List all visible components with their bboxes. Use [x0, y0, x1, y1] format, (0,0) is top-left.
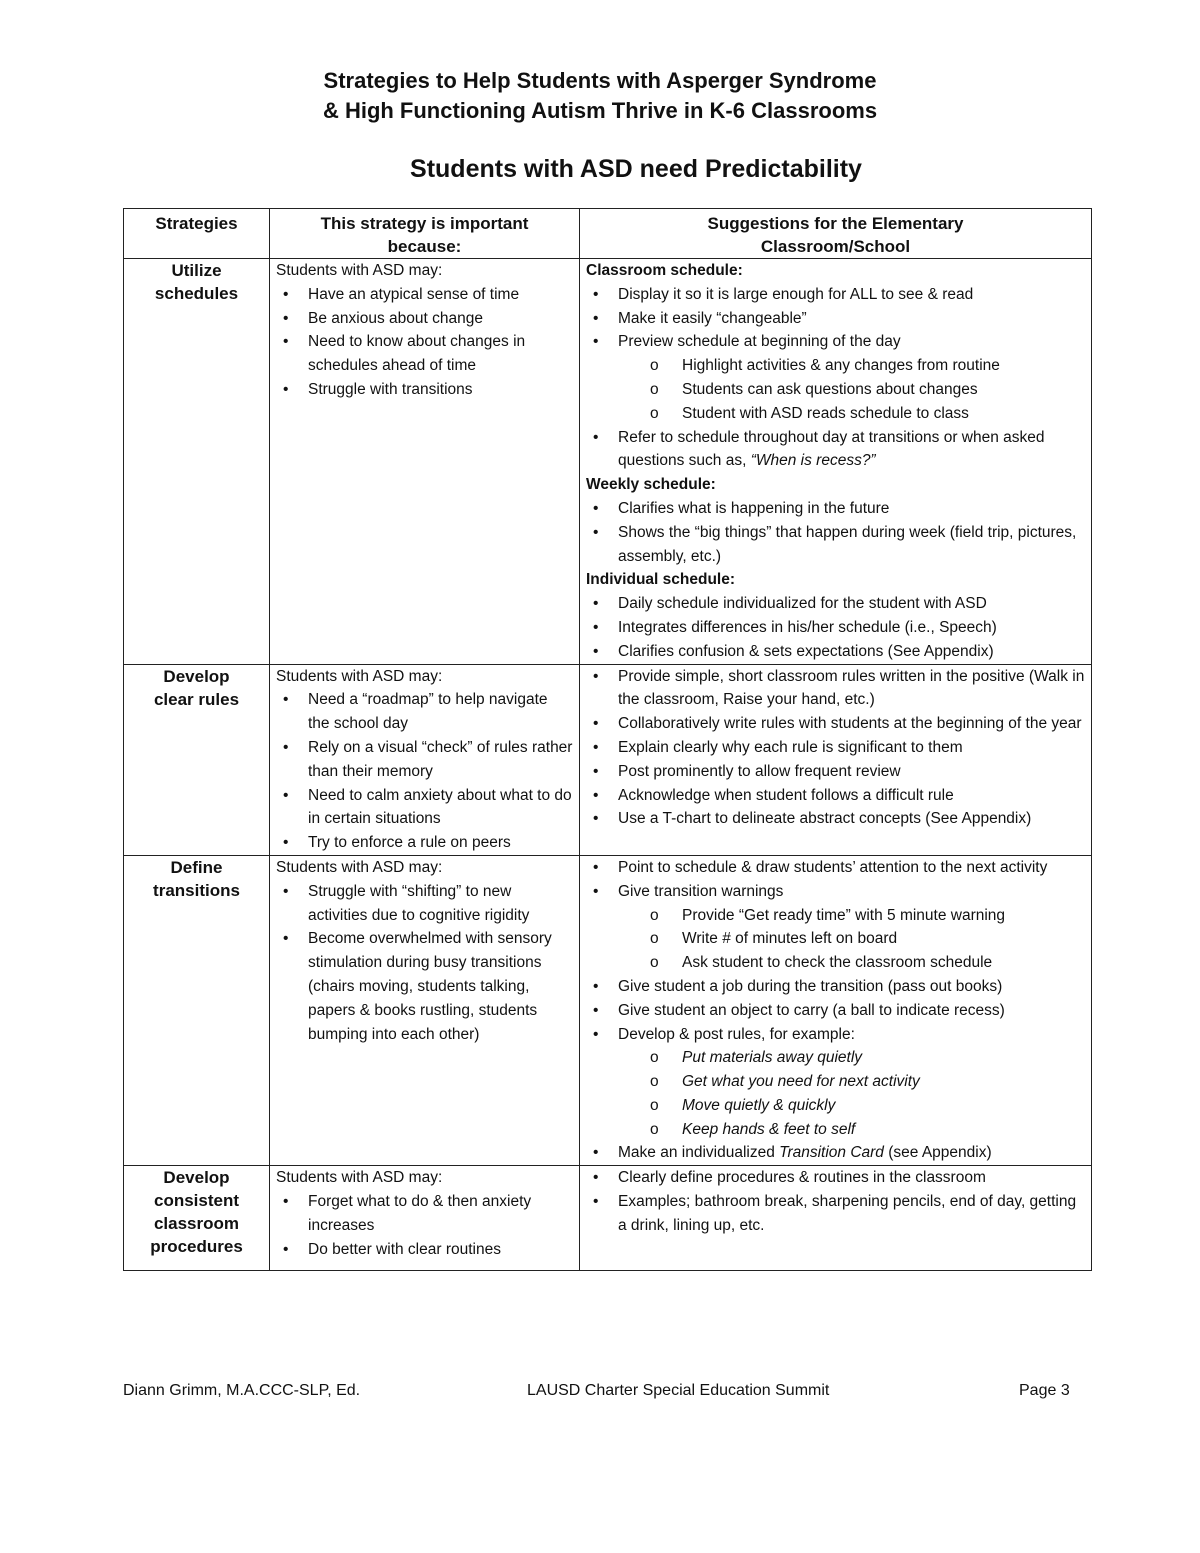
list-item: • Struggle with “shifting” to new activities due to cognitive rigidity [276, 880, 573, 928]
header-strategies: Strategies [124, 209, 270, 259]
sub-list-item: o Put materials away quietly [586, 1046, 1085, 1070]
footer-page-number: Page 3 [1019, 1382, 1070, 1399]
list-item: • Provide simple, short classroom rules written in the positive (Walk in the classroom, Raise your hand, etc.) [586, 665, 1085, 713]
table-row [124, 855, 1092, 1165]
list-item: • Explain clearly why each rule is significant to them [586, 736, 1085, 760]
subheading: Individual schedule: [586, 571, 735, 589]
list-item: • Display it so it is large enough for ALL to see & read [586, 283, 1085, 307]
list-item: • Integrates differences in his/her schedule (i.e., Speech) [586, 616, 1085, 640]
list-item: • Acknowledge when student follows a difficult rule [586, 784, 1085, 808]
list-item: • Shows the “big things” that happen during week (field trip, pictures, assembly, etc.) [586, 521, 1085, 569]
table-header-row [124, 209, 1092, 259]
strategy-cell: Define transitions [124, 855, 270, 1165]
sub-list-item: o Provide “Get ready time” with 5 minute warning [586, 904, 1085, 928]
list-item: • Make an individualized Transition Card (see Appendix) [586, 1141, 1085, 1165]
header-suggestions: Suggestions for the Elementary Classroom/School [580, 209, 1092, 259]
list-item: • Have an atypical sense of time [276, 283, 573, 307]
strategies-table [123, 208, 1092, 1271]
title-line-1: Strategies to Help Students with Asperger Syndrome [323, 68, 877, 93]
reason-cell: Students with ASD may: • Forget what to do & then anxiety increases • Do better with clear routines [270, 1166, 580, 1271]
list-item: • Daily schedule individualized for the student with ASD [586, 592, 1085, 616]
footer-event: LAUSD Charter Special Education Summit [527, 1382, 830, 1399]
table-row [124, 664, 1092, 855]
sub-list-item: o Move quietly & quickly [586, 1094, 1085, 1118]
list-item: • Be anxious about change [276, 307, 573, 331]
suggestion-cell [580, 259, 1092, 665]
list-item: • Forget what to do & then anxiety increases [276, 1190, 573, 1238]
list-item: • Point to schedule & draw students’ attention to the next activity [586, 856, 1085, 880]
suggestion-cell [580, 855, 1092, 1165]
subheading: Classroom schedule: [586, 262, 743, 279]
reason-cell: Students with ASD may: • Need a “roadmap” to help navigate the school day • Rely on a visual “check” of rules rather than their memory • Need to calm anxiety about what to do in certain situations • Try to enforce a rule on peers [270, 664, 580, 855]
strategy-cell: Develop clear rules [124, 664, 270, 855]
strategy-cell: Utilize schedules [124, 259, 270, 665]
sub-list-item: o Student with ASD reads schedule to class [586, 402, 1085, 426]
list-item: • Need to calm anxiety about what to do in certain situations [276, 784, 573, 832]
list-item: • Make it easily “changeable” [586, 307, 1085, 331]
list-item: • Clearly define procedures & routines in the classroom [586, 1166, 1085, 1190]
list-item: • Clarifies confusion & sets expectations (See Appendix) [586, 640, 1085, 664]
sub-list-item: o Get what you need for next activity [586, 1070, 1085, 1094]
list-item: • Examples; bathroom break, sharpening pencils, end of day, getting a drink, lining up, etc. [586, 1190, 1085, 1238]
table-row [124, 259, 1092, 665]
section-subtitle: Students with ASD need Predictability [410, 155, 862, 183]
list-item: • Clarifies what is happening in the future [586, 497, 1085, 521]
list-item: • Need a “roadmap” to help navigate the school day [276, 688, 573, 736]
reason-cell: Students with ASD may: • Struggle with “shifting” to new activities due to cognitive rigidity • Become overwhelmed with sensory stimulation during busy transitions (chairs moving, students talking, papers & books rustling, students bumping into each other) [270, 855, 580, 1165]
list-item: • Rely on a visual “check” of rules rather than their memory [276, 736, 573, 784]
sub-list-item: o Write # of minutes left on board [586, 927, 1085, 951]
suggestion-cell [580, 1166, 1092, 1271]
list-item: • Give transition warnings [586, 880, 1085, 904]
title-line-2: & High Functioning Autism Thrive in K-6 Classrooms [322, 98, 878, 123]
list-item: • Give student a job during the transition (pass out books) [586, 975, 1085, 999]
header-important: This strategy is important because: [270, 209, 580, 259]
suggestion-cell [580, 664, 1092, 855]
list-item: • Post prominently to allow frequent review [586, 760, 1085, 784]
sub-list-item: o Keep hands & feet to self [586, 1118, 1085, 1142]
list-item: • Do better with clear routines [276, 1238, 573, 1262]
list-item: • Refer to schedule throughout day at transitions or when asked questions such as, “When is recess?” [586, 426, 1085, 474]
footer-author: Diann Grimm, M.A.CCC-SLP, Ed. [123, 1382, 361, 1399]
list-item: • Give student an object to carry (a ball to indicate recess) [586, 999, 1085, 1023]
table-row [124, 1166, 1092, 1271]
subheading: Weekly schedule: [586, 476, 716, 494]
strategy-cell: Develop consistent classroom procedures [124, 1166, 270, 1271]
sub-list-item: o Highlight activities & any changes from routine [586, 354, 1085, 378]
list-item: • Struggle with transitions [276, 378, 573, 402]
list-item: • Develop & post rules, for example: [586, 1023, 1085, 1047]
reason-cell: Students with ASD may: • Have an atypical sense of time • Be anxious about change • Need to know about changes in schedules ahead of time • Struggle with transitions [270, 259, 580, 665]
list-item: • Try to enforce a rule on peers [276, 831, 573, 855]
list-item: • Become overwhelmed with sensory stimulation during busy transitions (chairs moving, students talking, papers & books rustling, students bumping into each other) [276, 927, 573, 1046]
sub-list-item: o Students can ask questions about changes [586, 378, 1085, 402]
list-item: • Collaboratively write rules with students at the beginning of the year [586, 712, 1085, 736]
list-item: • Preview schedule at beginning of the day [586, 330, 1085, 354]
document-title [0, 66, 1200, 126]
list-item: • Use a T-chart to delineate abstract concepts (See Appendix) [586, 807, 1085, 831]
sub-list-item: o Ask student to check the classroom schedule [586, 951, 1085, 975]
list-item: • Need to know about changes in schedules ahead of time [276, 330, 573, 378]
